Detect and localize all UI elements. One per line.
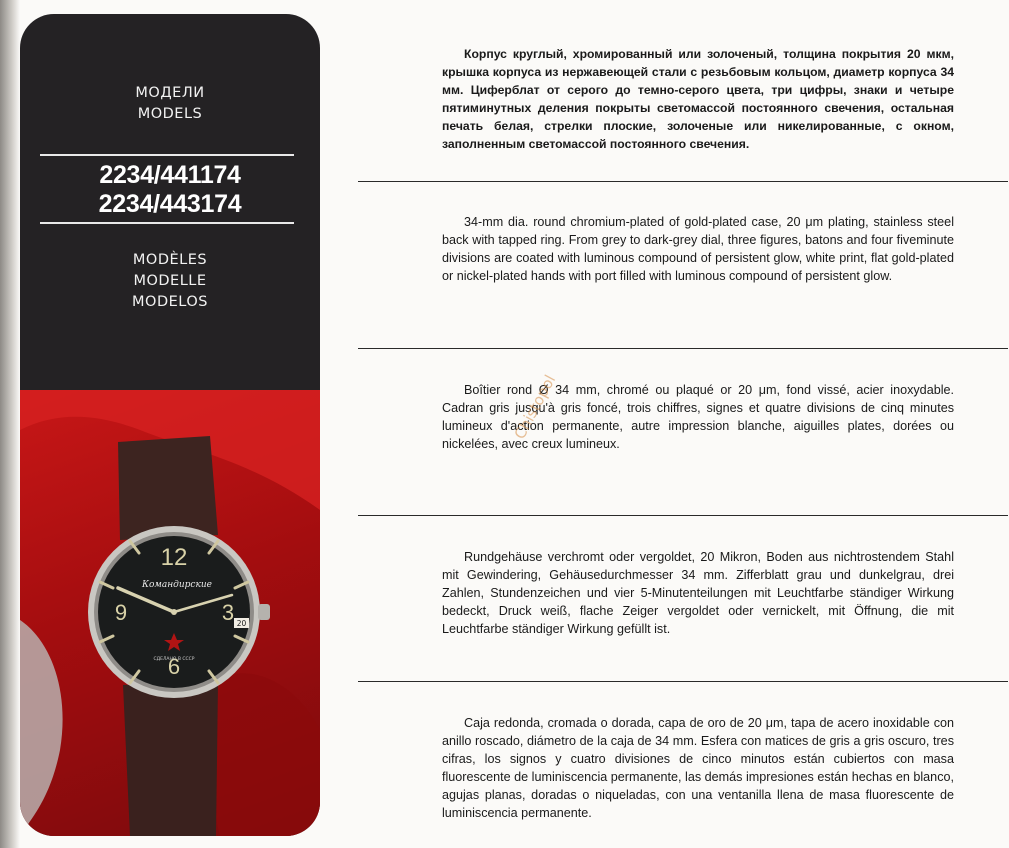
description-en: 34-mm dia. round chromium-plated of gold-plated case, 20 μm plating, stainless steel back with tapped ring. From grey to dark-grey dial, three figures, batons and four fiveminute divisions are coated with luminous compound of persistent glow, white print, flat gold-plated or nickel-plated hands with port filled with luminous compound of persistent glow.: [442, 215, 954, 283]
description-fr: Boîtier rond Ø 34 mm, chromé ou plaqué or 20 μm, fond vissé, acier inoxydable. Cadran gris jusqu'à gris foncé, trois chiffres, signes et quatre divisions de cinq minutes lumineux d'action permanente, autre impression blanche, aiguilles plates, dorées ou nickelées, avec creux lumineux.: [442, 383, 954, 451]
watch-strap-bottom: [123, 682, 218, 836]
numeral-3: 3: [221, 600, 235, 625]
label-models-de: MODELLE: [133, 273, 207, 289]
watch-strap-top: [118, 436, 218, 540]
panel-rule-top: [40, 154, 294, 156]
numeral-6: 6: [167, 654, 181, 679]
models-panel: [20, 14, 320, 836]
label-models-es: MODELOS: [132, 294, 208, 310]
description-ru: Корпус круглый, хромированный или золоченый, толщина покрытия 20 мкм, крышка корпуса из нержавеющей стали с резьбовым кольцом, диаметр корпуса 34 мм. Циферблат от серого до темно-серого цвета, три цифры, знаки и четыре пятиминутных деления покрыты светомассой постоянного свечения, остальная печать белая, стрелки плоские, золоченые или никелированные, с окном, заполненным светомассой постоянного свечения.: [442, 47, 954, 151]
dial-logo: Командирские: [142, 580, 212, 590]
watch-photo: [20, 390, 320, 836]
separator: [358, 348, 1008, 349]
label-models-en: MODELS: [137, 106, 203, 122]
numeral-12: 12: [160, 544, 188, 571]
description-de: Rundgehäuse verchromt oder vergoldet, 20 Mikron, Boden aus nichtrostendem Stahl mit Gewindering, Gehäusedurchmesser 34 mm. Zifferblatt grau und dunkelgrau, drei Zahlen, Stundenzeichen und vier 5-Minutenteilungen mit Leuchtfarbe ständiger Wirkung bedeckt, Druck weiß, flache Zeiger vergoldet oder vernickelt, mit Öffnung, die mit Leuchtfarbe ständiger Wirkung gefüllt ist.: [442, 550, 954, 636]
separator: [358, 181, 1008, 182]
watermark: Chistopol: [510, 371, 560, 443]
model-number-1: 2234/441174: [99, 161, 241, 189]
separator: [358, 515, 1008, 516]
numeral-9: 9: [114, 600, 128, 625]
model-number-2: 2234/443174: [98, 190, 242, 218]
separator: [358, 681, 1008, 682]
panel-rule-bottom: [40, 222, 294, 224]
date-value: 20: [236, 619, 247, 628]
label-models-ru: МОДЕЛИ: [135, 85, 205, 101]
label-models-fr: MODÈLES: [132, 252, 208, 268]
watch-crown: [258, 604, 270, 620]
dial-small-text: СДЕЛАНО В СССР: [153, 657, 195, 662]
description-es: Caja redonda, cromada o dorada, capa de oro de 20 μm, tapa de acero inoxidable con anillo roscado, diámetro de la caja de 34 mm. Esfera con matices de gris a gris oscuro, tres cifras, los signos y cuatro divisiones de cinco minutos están cubiertos con masa fluorescente de luminiscencia permanente, las demás impresiones están hechas en blanco, agujas planas, doradas o niqueladas, con una ventanilla llena de masa fluorescente de luminiscencia permanente.: [442, 716, 954, 820]
book-spine-shadow: [0, 0, 20, 848]
